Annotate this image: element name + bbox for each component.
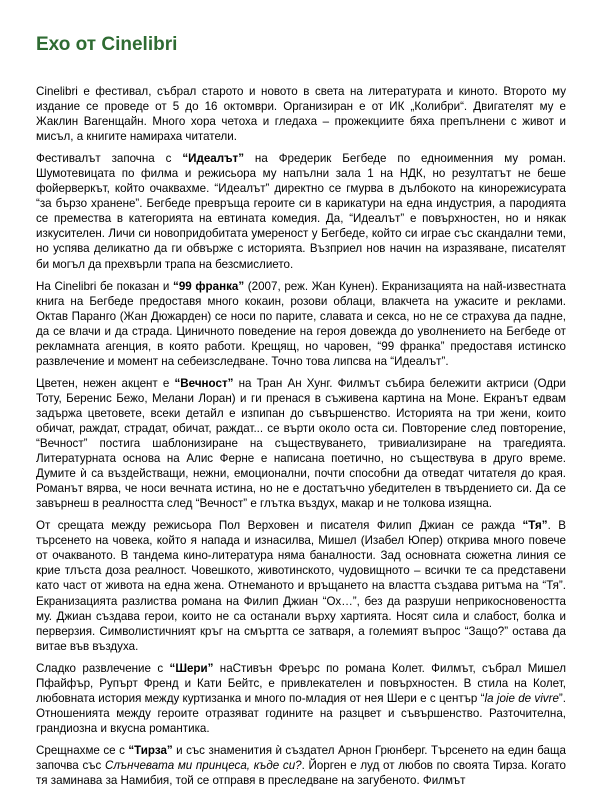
- paragraph-ideal: [36, 151, 566, 271]
- paragraph-text: и със знаменития ѝ създател Арнон Грюнберг. Търсенето на един баща започва със: [36, 743, 566, 772]
- page-title: Ехо от Cinelibri: [36, 34, 178, 55]
- article-body: [36, 84, 566, 795]
- paragraph-text: Цветен, нежен акцент е: [36, 376, 175, 390]
- paragraph-cheri: [36, 661, 566, 736]
- film-title-elle: “Тя”: [522, 519, 548, 533]
- paragraph-text: (2007, реж. Жан Кунен). Екранизацията на най-известната книга на Бегбеде предоставя много кокаин, розови облаци, влакчета на ужасите и реклами. Октав Паранго (Жан Дюжарден) се носи по парите, славата и секса, но не се страхува да падне, да се влачи и да страда. Циничното поведение на героя довежда до уволнението на Бегбеде от рекламната агенция, в която работи. Крещящ, но чаровен, “99 франка” предоставя истинско развлечение и момент на себеизследване. Точно това липсва на “Идеалът”.: [36, 279, 567, 368]
- film-title-99-francs: “99 франка”: [173, 279, 245, 293]
- film-title-ideal: “Идеалът”: [182, 152, 245, 166]
- paragraph-text: Сладко развлечение с: [36, 661, 170, 675]
- paragraph-text: . Йорген е луд от любов по своята Тирза. Когато тя заминава за Намибия, той се отправя в преследване на загубеното. Филмът: [36, 758, 566, 788]
- paragraph-text: наСтивън Фреърс по романа Колет. Филмът, събрал Мишел Пфайфър, Рупърт Френд и Кати Бейтс, е привлекателен и повърхностен. В стила на Колет, любовната история между куртизанка и много по-младия от нея Шери е с център “: [36, 661, 567, 705]
- film-title-cheri: “Шери”: [169, 661, 214, 675]
- paragraph-text: ”. Отношенията между героите отразяват годините на разцвет и съвършенство. Разточителна, грандиозна и вкусна романтика.: [36, 691, 566, 735]
- paragraph-text: Срещнахме се с: [36, 743, 129, 757]
- paragraph-99-francs: [36, 279, 566, 369]
- film-title-eternity: “Вечност”: [174, 376, 234, 390]
- paragraph-text: на Фредерик Бегбеде по едноименния му роман. Шумотевицата по филма и режисьора му напълни зала 1 на НДК, но резултатът не беше фойерверкът, който очаквахме. “Идеалът” директно се гмурва в дълбокото на кинорежисурата “за бързо хранене”. Бегбеде превръща героите си в карикатури на една индустрия, а пародията се премества в категорията на евтината комедия. Да, “Идеалът” е повърхностен, но и някак изкусителен. Личи си новопридобитата умереност у Бегбеде, който си играе със скандални теми, но успява деликатно да ги обвърже с историята. Възприел нов начин на изразяване, писателят би могъл да прехвърли трапа на безсмислието.: [36, 152, 566, 271]
- paragraph-intro: Cinelibri е фестивал, събрал старото и новото в света на литературата и киното. Второто му издание се проведе от 5 до 16 октомври. Организиран е от ИК „Колибри“. Двигателят му е Жаклин Вагенщайн. Много хора четоха и гледаха – прожекциите бяха препълнени с живот и мисъл, а книгите намираха читатели.: [36, 85, 566, 144]
- paragraph-elle: [36, 518, 566, 653]
- quote-la-joie-de-vivre: la joie de vivre: [484, 691, 559, 705]
- paragraph-text: Фестивалът започна с: [36, 152, 183, 166]
- paragraph-text: на Тран Ан Хунг. Филмът събира бележити актриси (Одри Тоту, Беренис Бежо, Мелани Лоран) и ги пренася в съживена картина на Моне. Екранът едвам задържа цветовете, всеки детайл е изпипан до съвършенство. Историята на три жени, които обичат, раждат, страдат, обичат, раждат... се върти около оста си. Повторение след повторение, “Вечност” постига шаблонизиране на съществуването, тривиализиране на трагедията. Литературната основа на Алис Ферне е написана поетично, но съществува в друго време. Думите ѝ са въздействащи, нежни, емоционални, почти способни да отведат читателя до края. Романът вярва, че носи вечната истина, но не е достатъчно убедителен в твърдението си. Да се завърнеш в реалността след “Вечност” е глътка въздух, макар и не толкова изящна.: [36, 376, 566, 511]
- paragraph-eternity: [36, 376, 566, 511]
- paragraph-tirza: [36, 743, 566, 788]
- paragraph-text: От срещата между режисьора Пол Верховен и писателя Филип Джиан се ражда: [36, 519, 523, 533]
- quote-sunny-princess: Слънчевата ми принцеса, къде си?: [104, 758, 302, 772]
- film-title-tirza: “Тирза”: [128, 743, 173, 757]
- paragraph-text: . В търсенето на човека, който я напада и изнасилва, Мишел (Изабел Юпер) открива много повече от очакваното. В тандема кино-литература няма баналности. Зад основната сюжетна линия се крие тлъста доза реалност. Човешкото, животинското, чудовищното – всички те са представени като част от живота на една жена. Отнеманото и връщането на властта създава ритъма на “Тя”. Екранизацията разлиства романа на Филип Джиан “Ох…”, без да разруши неприкосновеността му. Джиан създава герои, които не са останали върху хартията. Носят сила и слабост, болка и перверзия. Символистичният кръг на смъртта се затваря, а големият въпрос “Защо?” остава да витае във въздуха.: [36, 519, 566, 653]
- paragraph-text: На Cinelibri бе показан и: [36, 279, 174, 293]
